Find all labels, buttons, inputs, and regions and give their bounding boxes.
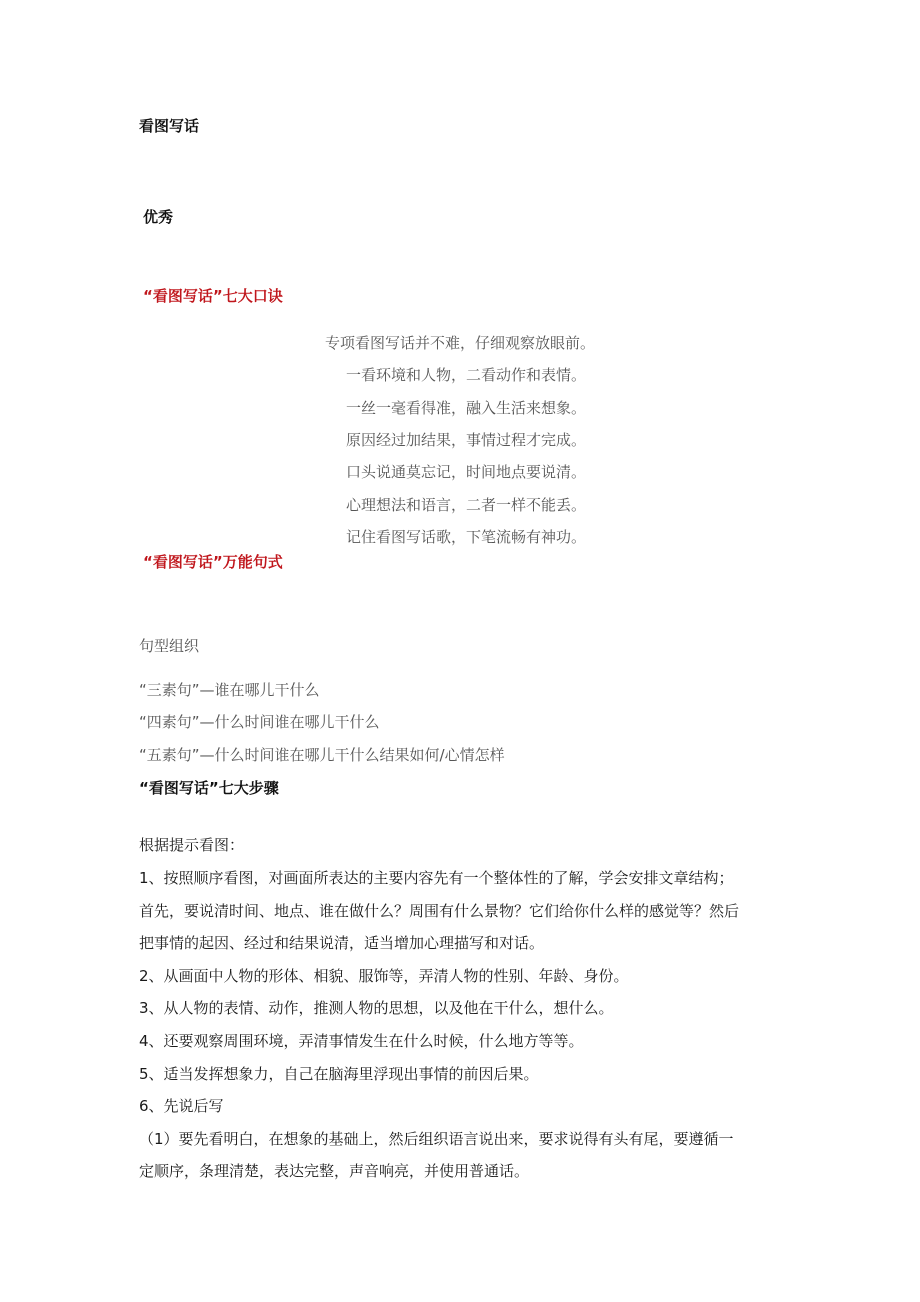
- document-title: 看图写话: [139, 117, 200, 135]
- step-line: 5、适当发挥想象力，自己在脑海里浮现出事情的前因后果。: [139, 1065, 539, 1083]
- poem-line: 一看环境和人物，二看动作和表情。: [345, 366, 586, 384]
- poem-line: 口头说通莫忘记，时间地点要说清。: [345, 463, 586, 481]
- subtitle: 优秀: [143, 208, 174, 226]
- step-line: （1）要先看明白，在想象的基础上，然后组织语言说出来，要求说得有头有尾，要遵循一: [139, 1130, 734, 1148]
- step-line: 1、按照顺序看图，对画面所表达的主要内容先有一个整体性的了解，学会安排文章结构；: [139, 869, 734, 887]
- step-line: 4、还要观察周围环境，弄清事情发生在什么时候，什么地方等等。: [139, 1032, 584, 1050]
- step-line: 2、从画面中人物的形体、相貌、服饰等，弄清人物的性别、年龄、身份。: [139, 967, 629, 985]
- section-heading-seven-steps: “看图写话”七大步骤: [139, 779, 279, 797]
- poem-line: 心理想法和语言，二者一样不能丢。: [345, 496, 586, 514]
- step-line: 首先，要说清时间、地点、谁在做什么？周围有什么景物？它们给你什么样的感觉等？然后: [139, 902, 740, 920]
- poem-line: 一丝一毫看得准，融入生活来想象。: [345, 399, 586, 417]
- poem-line: 专项看图写话并不难，仔细观察放眼前。: [324, 334, 595, 352]
- step-line: 把事情的起因、经过和结果说清，适当增加心理描写和对话。: [139, 934, 545, 952]
- list-item: “三素句”—谁在哪儿干什么: [139, 681, 320, 699]
- list-item: “四素句”—什么时间谁在哪儿干什么: [139, 713, 380, 731]
- poem-line: 记住看图写话歌，下笔流畅有神功。: [345, 528, 586, 546]
- poem-line: 原因经过加结果，事情过程才完成。: [345, 431, 586, 449]
- step-line: 定顺序，条理清楚，表达完整，声音响亮，并使用普通话。: [139, 1162, 530, 1180]
- sentence-structure-label: 句型组织: [139, 637, 200, 655]
- steps-intro: 根据提示看图：: [139, 836, 245, 854]
- step-line: 3、从人物的表情、动作，推测人物的思想，以及他在干什么，想什么。: [139, 999, 614, 1017]
- list-item: “五素句”—什么时间谁在哪儿干什么结果如何/心情怎样: [139, 746, 505, 764]
- step-line: 6、先说后写: [139, 1097, 224, 1115]
- section-heading-universal-sentences: “看图写话”万能句式: [143, 553, 283, 571]
- section-heading-seven-rhymes: “看图写话”七大口诀: [143, 287, 283, 305]
